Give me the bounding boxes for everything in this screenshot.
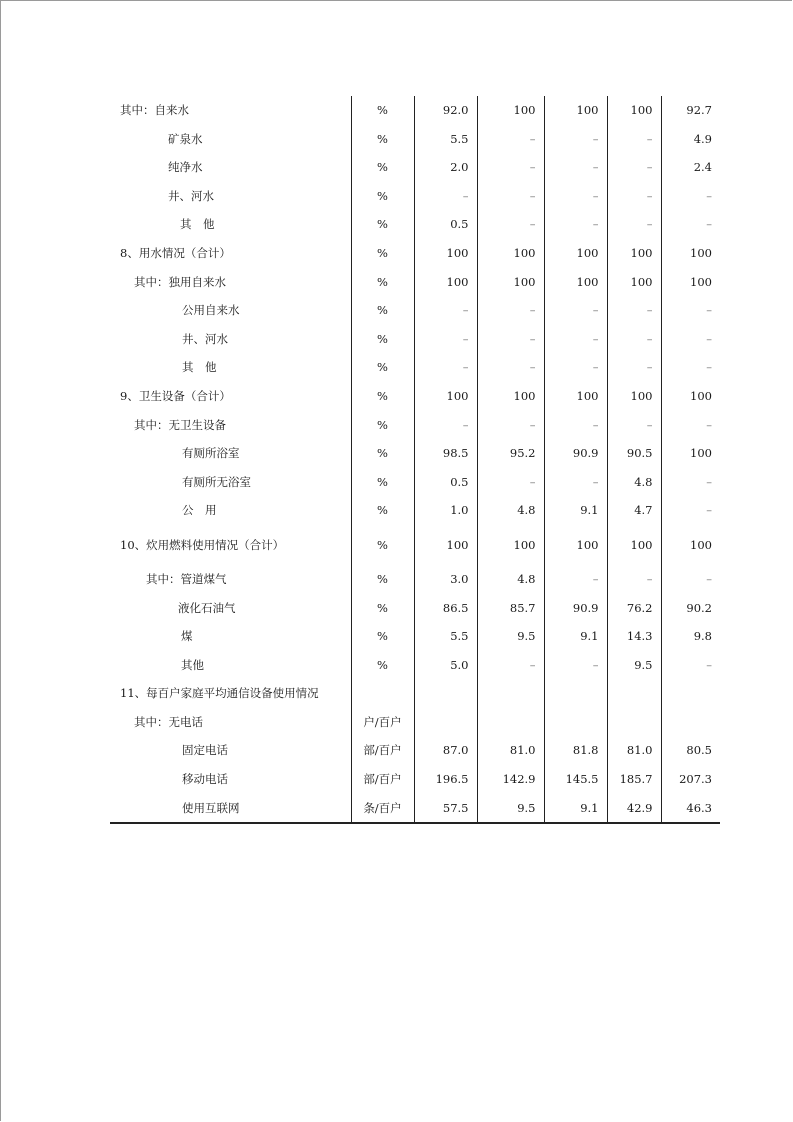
value-cell: – (706, 571, 712, 586)
value-cell (544, 708, 607, 737)
value-cell: 207.3 (679, 772, 712, 787)
table-row (110, 353, 720, 382)
value-cell: 100 (690, 446, 712, 461)
row-unit (351, 679, 414, 708)
value-cell: – (544, 565, 607, 594)
row-unit: % (351, 96, 414, 125)
value-cell: – (477, 411, 544, 440)
table-row (110, 439, 720, 468)
table-row (110, 153, 720, 182)
value-cell: – (544, 325, 607, 354)
row-label: 其 他 (110, 353, 351, 382)
value-cell (544, 679, 607, 708)
value-cell: – (607, 153, 661, 182)
table-body (110, 96, 720, 823)
value-cell: 9.1 (544, 794, 607, 824)
value-cell: 92.7 (686, 103, 712, 117)
value-cell: 95.2 (477, 439, 544, 468)
value-cell (414, 679, 477, 708)
value-cell: – (607, 125, 661, 154)
row-unit: % (351, 268, 414, 297)
value-cell (661, 708, 720, 737)
table-row (110, 736, 720, 765)
value-cell: – (706, 503, 712, 518)
row-label: 公用自来水 (110, 296, 351, 325)
row-label: 煤 (110, 622, 351, 651)
row-unit: 户/百户 (351, 708, 414, 737)
table-row (110, 794, 720, 824)
value-cell: – (607, 182, 661, 211)
value-cell: – (544, 210, 607, 239)
value-cell: 4.9 (693, 131, 712, 146)
value-cell: – (414, 353, 477, 382)
row-label: 其 他 (110, 210, 351, 239)
table-row (110, 651, 720, 680)
value-cell: – (544, 651, 607, 680)
value-cell: 100 (414, 382, 477, 411)
table-row (110, 679, 720, 708)
value-cell: 98.5 (414, 439, 477, 468)
table-row (110, 565, 720, 594)
value-cell: 4.8 (477, 496, 544, 525)
table-row (110, 468, 720, 497)
value-cell (661, 679, 720, 708)
value-cell: – (544, 353, 607, 382)
row-label: 其中：无电话 (110, 708, 351, 737)
value-cell: 100 (607, 239, 661, 268)
row-unit: % (351, 210, 414, 239)
row-label: 11、每百户家庭平均通信设备使用情况 (110, 679, 351, 708)
value-cell: 4.8 (477, 565, 544, 594)
value-cell: 1.0 (414, 496, 477, 525)
value-cell: 90.2 (686, 600, 712, 615)
value-cell: 9.8 (693, 629, 712, 644)
value-cell: – (477, 296, 544, 325)
value-cell: 9.5 (477, 794, 544, 824)
row-label: 纯净水 (110, 153, 351, 182)
value-cell: 57.5 (414, 794, 477, 824)
row-unit: 部/百户 (351, 736, 414, 765)
row-label: 其中：管道煤气 (110, 565, 351, 594)
table-row (110, 496, 720, 525)
row-label: 其他 (110, 651, 351, 680)
row-label: 9、卫生设备（合计） (110, 382, 351, 411)
value-cell: 185.7 (607, 765, 661, 794)
table-row (110, 411, 720, 440)
value-cell: – (706, 188, 712, 203)
value-cell: 90.9 (544, 594, 607, 623)
value-cell: 100 (414, 525, 477, 565)
value-cell: – (607, 296, 661, 325)
value-cell: 4.8 (607, 468, 661, 497)
value-cell: 80.5 (686, 743, 712, 758)
value-cell: 9.1 (544, 496, 607, 525)
value-cell: 100 (544, 525, 607, 565)
value-cell: 100 (477, 239, 544, 268)
value-cell: 5.5 (414, 125, 477, 154)
row-unit: % (351, 651, 414, 680)
value-cell: 0.5 (414, 210, 477, 239)
value-cell: 100 (414, 268, 477, 297)
value-cell: 5.0 (414, 651, 477, 680)
row-unit: % (351, 325, 414, 354)
row-unit: % (351, 296, 414, 325)
row-unit: % (351, 182, 414, 211)
value-cell: – (544, 411, 607, 440)
value-cell: 81.8 (544, 736, 607, 765)
row-label: 其中：独用自来水 (110, 268, 351, 297)
table-row (110, 594, 720, 623)
value-cell: – (706, 331, 712, 346)
value-cell: – (706, 474, 712, 489)
table-row (110, 325, 720, 354)
row-label: 矿泉水 (110, 125, 351, 154)
row-label: 使用互联网 (110, 794, 351, 824)
statistics-table (110, 96, 720, 824)
value-cell: – (607, 210, 661, 239)
value-cell: – (706, 217, 712, 232)
value-cell: 5.5 (414, 622, 477, 651)
row-label: 液化石油气 (110, 594, 351, 623)
value-cell: – (607, 325, 661, 354)
table-row (110, 525, 720, 565)
value-cell: 90.5 (607, 439, 661, 468)
row-unit: % (351, 382, 414, 411)
value-cell (414, 708, 477, 737)
value-cell: – (544, 125, 607, 154)
value-cell: – (414, 411, 477, 440)
value-cell: – (477, 182, 544, 211)
value-cell: – (477, 210, 544, 239)
value-cell: 100 (690, 388, 712, 403)
row-label: 8、用水情况（合计） (110, 239, 351, 268)
table-row (110, 708, 720, 737)
table-row (110, 96, 720, 125)
row-label: 其中：无卫生设备 (110, 411, 351, 440)
value-cell: 92.0 (414, 96, 477, 125)
value-cell: 100 (607, 382, 661, 411)
value-cell: – (706, 360, 712, 375)
row-label: 井、河水 (110, 325, 351, 354)
value-cell: – (414, 296, 477, 325)
table-row (110, 210, 720, 239)
value-cell: 100 (690, 274, 712, 289)
value-cell: 100 (477, 96, 544, 125)
row-unit: % (351, 622, 414, 651)
row-label: 10、炊用燃料使用情况（合计） (110, 525, 351, 565)
value-cell: 14.3 (607, 622, 661, 651)
value-cell: 2.0 (414, 153, 477, 182)
table-row (110, 765, 720, 794)
value-cell: 81.0 (607, 736, 661, 765)
value-cell: – (477, 153, 544, 182)
row-unit: % (351, 125, 414, 154)
value-cell: 4.7 (607, 496, 661, 525)
row-label: 其中：自来水 (110, 96, 351, 125)
row-unit: % (351, 153, 414, 182)
table-row (110, 239, 720, 268)
value-cell: 145.5 (544, 765, 607, 794)
row-unit: % (351, 525, 414, 565)
value-cell: 100 (607, 525, 661, 565)
row-unit: % (351, 496, 414, 525)
value-cell: 90.9 (544, 439, 607, 468)
value-cell: 87.0 (414, 736, 477, 765)
value-cell: 100 (607, 268, 661, 297)
value-cell: – (706, 657, 712, 672)
value-cell: – (414, 325, 477, 354)
value-cell: – (607, 411, 661, 440)
value-cell: 100 (607, 96, 661, 125)
row-label: 有厕所无浴室 (110, 468, 351, 497)
value-cell: 42.9 (607, 794, 661, 824)
row-label: 公 用 (110, 496, 351, 525)
row-label: 有厕所浴室 (110, 439, 351, 468)
row-label: 井、河水 (110, 182, 351, 211)
value-cell (477, 679, 544, 708)
row-label: 移动电话 (110, 765, 351, 794)
value-cell: – (477, 353, 544, 382)
table-row (110, 268, 720, 297)
value-cell: 100 (477, 382, 544, 411)
value-cell (607, 679, 661, 708)
row-label: 固定电话 (110, 736, 351, 765)
value-cell: 3.0 (414, 565, 477, 594)
value-cell: – (477, 651, 544, 680)
row-unit: 部/百户 (351, 765, 414, 794)
row-unit: % (351, 411, 414, 440)
value-cell: – (544, 468, 607, 497)
value-cell: 100 (690, 245, 712, 260)
table-row (110, 296, 720, 325)
value-cell: 9.1 (544, 622, 607, 651)
value-cell: – (477, 325, 544, 354)
value-cell: 85.7 (477, 594, 544, 623)
value-cell: 9.5 (607, 651, 661, 680)
value-cell: 100 (544, 382, 607, 411)
row-unit: % (351, 468, 414, 497)
value-cell: – (477, 468, 544, 497)
table-row (110, 622, 720, 651)
value-cell: 100 (544, 268, 607, 297)
value-cell: 0.5 (414, 468, 477, 497)
row-unit: % (351, 565, 414, 594)
value-cell: – (544, 296, 607, 325)
value-cell: 100 (477, 268, 544, 297)
value-cell: 100 (414, 239, 477, 268)
value-cell: 100 (544, 239, 607, 268)
table-row (110, 125, 720, 154)
value-cell (477, 708, 544, 737)
value-cell: 9.5 (477, 622, 544, 651)
value-cell: 100 (477, 525, 544, 565)
value-cell: 2.4 (693, 160, 712, 175)
value-cell: 46.3 (661, 794, 720, 824)
table-row (110, 382, 720, 411)
table-row (110, 182, 720, 211)
value-cell: 196.5 (414, 765, 477, 794)
value-cell: 86.5 (414, 594, 477, 623)
value-cell: – (706, 303, 712, 318)
row-unit: % (351, 239, 414, 268)
value-cell: – (414, 182, 477, 211)
value-cell: 81.0 (477, 736, 544, 765)
row-unit: % (351, 594, 414, 623)
value-cell: 100 (544, 96, 607, 125)
value-cell: – (477, 125, 544, 154)
value-cell: – (544, 182, 607, 211)
row-unit: 条/百户 (351, 794, 414, 824)
value-cell: – (607, 353, 661, 382)
value-cell: 142.9 (477, 765, 544, 794)
row-unit: % (351, 353, 414, 382)
value-cell: – (544, 153, 607, 182)
value-cell: – (706, 417, 712, 432)
value-cell: 100 (690, 537, 712, 552)
value-cell (607, 708, 661, 737)
value-cell: – (607, 565, 661, 594)
value-cell: 76.2 (607, 594, 661, 623)
row-unit: % (351, 439, 414, 468)
